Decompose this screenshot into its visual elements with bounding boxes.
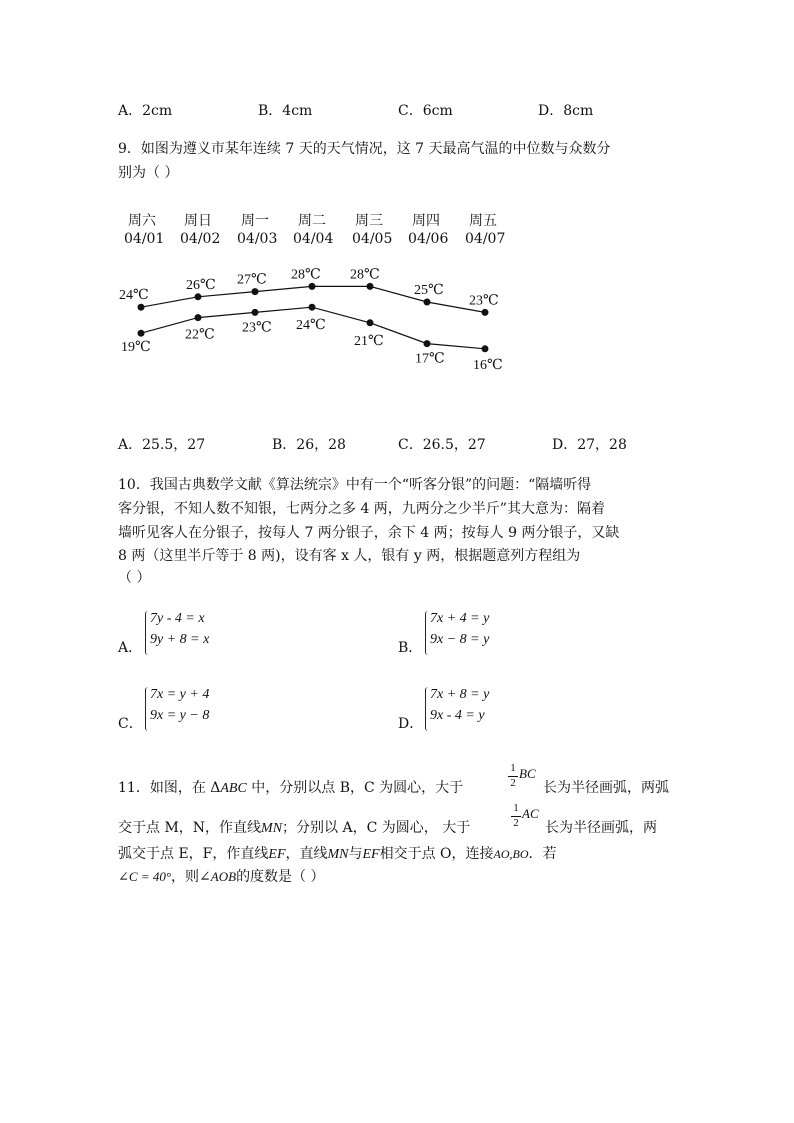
day-label: 周日 [184,213,212,229]
text: 中，分别以点 B，C 为圆心，大于 [246,780,464,796]
date-label: 04/02 [180,231,221,247]
q11-line1 [118,777,463,797]
high-temp-point [482,309,489,316]
q9-option-d[interactable]: D．27，28 [552,437,627,453]
text: ．若 [528,846,557,862]
high-temp-label: 24℃ [119,288,149,304]
low-temp-label: 22℃ [185,327,215,343]
math-var: AOB [210,869,237,884]
high-temp-label: 25℃ [414,283,444,298]
equation-1: 7y - 4 = x [150,611,205,626]
option-label: D． [398,716,424,732]
fraction-numerator: 1 [510,762,516,774]
q8-option-c[interactable]: C．6cm [398,103,453,119]
text: ；分别以 A，C 为圆心， 大于 [282,820,471,836]
date-label: 04/05 [352,231,393,247]
math-var: EF [362,847,380,862]
math-var: MN [261,821,283,836]
equation-2: 9x = y − 8 [150,708,210,723]
high-temp-point [195,293,202,300]
day-label: 周二 [298,213,326,229]
low-temp-label: 19℃ [121,340,151,356]
day-label: 周五 [469,213,497,229]
day-label: 周四 [412,213,440,229]
equation-1: 7x = y + 4 [150,687,210,702]
text: 11．如图，在 Δ [118,780,221,796]
q9-option-c[interactable]: C．26.5，27 [398,437,486,453]
high-temp-label: 26℃ [186,277,216,293]
brace-icon [145,611,148,655]
q11-line4 [118,866,325,886]
low-temp-label: 17℃ [415,351,445,367]
day-label: 周三 [355,213,383,229]
high-temp-label: 28℃ [350,267,380,283]
option-label: A． [118,640,143,656]
day-label: 周六 [128,213,156,229]
low-temp-label: 21℃ [354,333,384,349]
low-temp-point [195,314,202,321]
math-var: AC [522,806,539,821]
math-var: MN [327,847,349,862]
q9-option-a[interactable]: A．25.5，27 [118,437,206,453]
temperature-chart [100,265,520,410]
equation-2: 9y + 8 = x [150,632,210,647]
math-var: EF [268,847,286,862]
text: 相交于点 O，连接 [379,846,494,862]
text: 与 [348,846,363,862]
text: 交于点 M，N，作直线 [118,820,262,836]
q10-stem-line3: 墙听见客人在分银子，按每人 7 两分银子，余下 4 两；按每人 9 两分银子，又缺 [118,525,620,541]
q8-option-a[interactable]: A．2cm [118,103,173,119]
low-temp-point [309,304,316,311]
low-temp-point [138,330,145,337]
equation-1: 7x + 8 = y [430,687,490,702]
high-temp-point [138,304,145,311]
math-var: BC [519,766,536,781]
high-temp-point [252,288,259,295]
q10-stem-line2: 客分银，不知人数不知银，七两分之多 4 两，九两分之少半斤”其大意为：隔着 [118,501,605,517]
text: ，直线 [285,846,328,862]
brace-icon [425,687,428,731]
date-label: 04/03 [237,231,278,247]
low-temp-label: 23℃ [242,320,272,336]
high-temp-point [424,299,431,306]
q9-stem-line2: 别为（ ） [118,165,179,181]
option-label: B． [398,640,423,656]
day-label: 周一 [241,213,269,229]
date-label: 04/01 [124,231,165,247]
q8-option-d[interactable]: D．8cm [538,103,594,119]
math-var: AO,BO [493,847,529,861]
date-label: 04/04 [293,231,334,247]
low-temp-point [424,340,431,347]
q9-stem-line1: 9．如图为遵义市某年连续 7 天的天气情况，这 7 天最高气温的中位数与众数分 [118,141,611,157]
date-label: 04/06 [408,231,449,247]
option-label: C． [118,716,143,732]
q11-line2 [118,817,470,837]
high-temp-label: 27℃ [237,272,267,288]
text: ，则∠ [171,869,211,885]
high-temp-point [367,283,374,290]
q10-stem-line1: 10．我国古典数学文献《算法统宗》中有一个“听客分银”的问题：“隔墙听得 [118,477,592,493]
fraction-denominator: 2 [513,817,519,829]
equation-1: 7x + 4 = y [430,611,490,626]
date-label: 04/07 [465,231,506,247]
high-temp-label: 28℃ [291,267,321,283]
q9-option-b[interactable]: B．26，28 [272,437,346,453]
low-temp-label: 24℃ [296,318,326,334]
q11-line3 [118,843,557,863]
fraction-denominator: 2 [510,777,516,789]
math-expr: ∠C = 40° [118,869,172,884]
brace-icon [425,611,428,655]
text: 长为半径画弧，两 [545,820,657,836]
text: 长为半径画弧，两弧 [543,780,669,796]
low-temp-point [482,345,489,352]
text: 的度数是（ ） [236,869,325,885]
low-temp-point [252,309,259,316]
high-temp-label: 23℃ [469,293,499,309]
q10-stem-line5: （ ） [118,570,151,586]
equation-2: 9x - 4 = y [430,708,485,723]
q8-option-b[interactable]: B．4cm [258,103,313,119]
q10-stem-line4: 8 两（这里半斤等于 8 两)，设有客 x 人，银有 y 两，根据题意列方程组为 [118,548,581,564]
text: 弧交于点 E，F，作直线 [118,846,269,862]
math-var: ABC [220,781,247,796]
fraction-numerator: 1 [513,802,519,814]
high-temp-point [309,283,316,290]
low-temp-label: 16℃ [473,357,503,373]
brace-icon [145,687,148,731]
equation-2: 9x − 8 = y [430,632,490,647]
low-temp-point [367,319,374,326]
